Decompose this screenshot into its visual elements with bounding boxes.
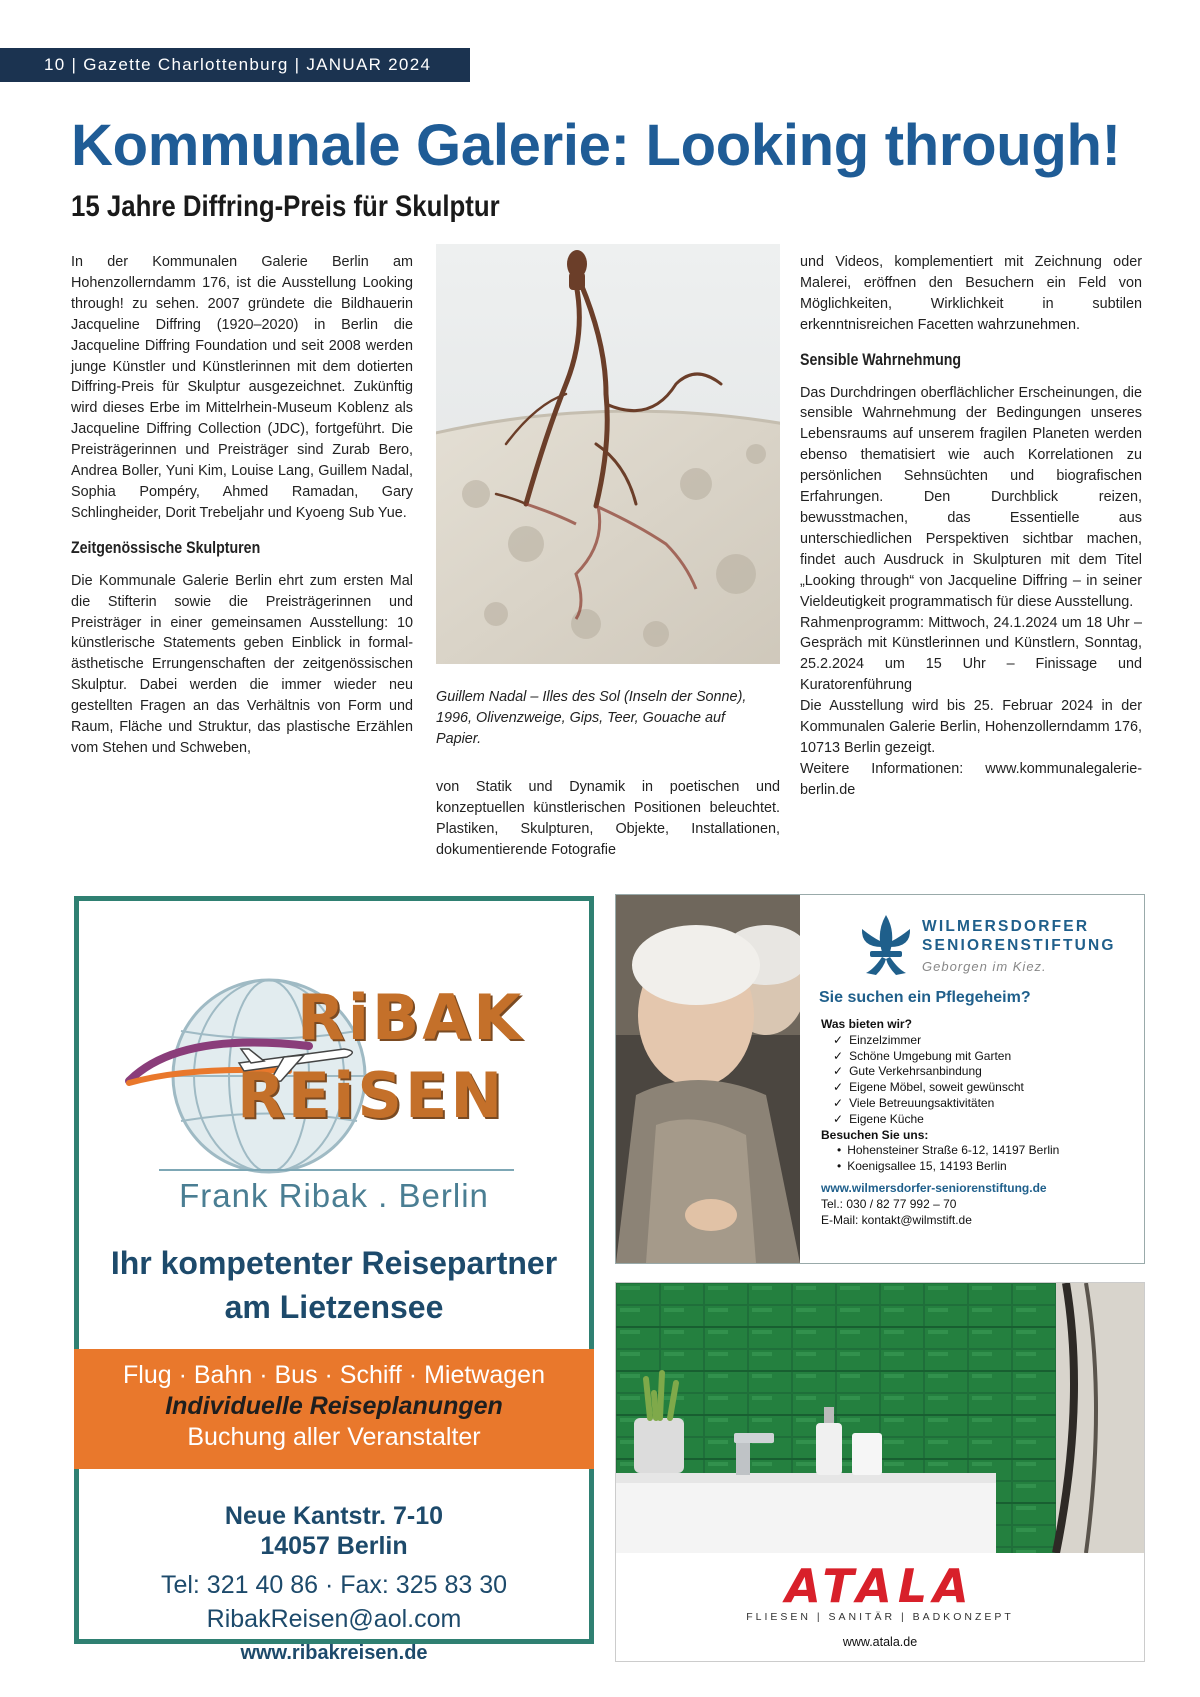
ribak-street: Neue Kantstr. 7-10 — [224, 1502, 444, 1530]
article-paragraph: Die Kommunale Galerie Berlin ehrt zum ersten Mal die Stifterin sowie die Preisträgerinnen und Preisträger in einer gemeinsamen Ausstellung: 10 künstlerische Statements geben Einblick in formal-ästhetische Errungenschaften der zeitgenössischen Skulptur. Dabei werden die immer wieder neu gestellten Fragen an das Verhältnis von Form und Raum, Fläche und Struktur, das plastische Erzählen vom Stehen und Schweben, — [71, 572, 413, 756]
wilmersdorfer-seniorenstiftung-ad — [615, 894, 1145, 1264]
wilm-offer-label: Was bieten wir? — [821, 1017, 912, 1031]
page-header-bar — [0, 48, 470, 82]
article-paragraph: In der Kommunalen Galerie Berlin am Hohenzollerndamm 176, ist die Ausstellung Looking through! zu sehen. 2007 gründete die Bildhauerin Jacqueline Diffring (1920–2020) in Berlin die Jacqueline Diffring Foundation und seit 2008 werden junge Künstler und Künstlerinnen mit dem dotierten Diffring-Preis für Skulptur ausgezeichnet. Zukünftig wird dieses Erbe im Mittelrhein-Museum Koblenz als Jacqueline Diffring Collection (JDC), fortgeführt. Die Preisträgerinnen und Preisträger sind Zurab Bero, Andrea Boller, Yuni Kim, Louise Lang, Guillem Nadal, Sophia Pompéry, Ahmed Ramadan, Gary Schlingheider, Dorit Trebeljahr und Kyoeng Sub Yue. — [71, 254, 413, 521]
wilm-email[interactable]: E-Mail: kontakt@wilmstift.de — [821, 1212, 972, 1227]
list-item: ✓ Eigene Küche — [821, 1112, 1059, 1128]
ribak-reisen-ad — [74, 896, 594, 1664]
sculpture-photo — [436, 244, 780, 664]
atala-tagline: FLIESEN | SANITÄR | BADKONZEPT — [746, 1611, 1014, 1623]
list-item: • Koenigsallee 15, 14193 Berlin — [821, 1159, 1059, 1175]
article-paragraph: Das Durchdringen oberflächlicher Erscheinungen, die sensible Wahrnehmung der Bedingungen unseres Lebensraums auf unserem fragilen Planeten werden ebenso thematisiert wie auch Korrelationen zu persönlichen Sehnsüchten und biografischen Erfahrungen. Den Durchblick reizen, bewusstmachen, das Essentielle aus unterschiedlichen Perspektiven sichtbar machen, findet auch Ausdruck in Skulpturen mit dem Titel „Looking through“ von Jacqueline Diffring – in seiner Vieldeutigkeit programmatisch für diese Ausstellung. — [800, 384, 1142, 610]
ribak-website-link[interactable]: www.ribakreisen.de — [240, 1642, 428, 1664]
list-item: ✓ Eigene Möbel, soweit gewünscht — [821, 1080, 1059, 1096]
article-info-link[interactable]: Weitere Informationen: www.kommunalegalerie-berlin.de — [800, 760, 1142, 798]
article-column-right — [800, 252, 1142, 801]
wilm-logo-tagline: Geborgen im Kiez. — [922, 959, 1047, 974]
wilm-body — [821, 1017, 1059, 1228]
ribak-email[interactable]: RibakReisen@aol.com — [206, 1605, 462, 1633]
ribak-city: 14057 Berlin — [260, 1532, 408, 1560]
ribak-slogan — [79, 1241, 589, 1329]
wilm-website-link[interactable]: www.wilmersdorfer-seniorenstiftung.de — [821, 1180, 1047, 1195]
wilm-visit-label: Besuchen Sie uns: — [821, 1127, 929, 1142]
page-header-text: 10 | Gazette Charlottenburg | JANUAR 2024 — [44, 55, 432, 74]
article-paragraph: Die Ausstellung wird bis 25. Februar 2024 in der Kommunalen Galerie Berlin, Hohenzollerndamm 176, 10713 Berlin gezeigt. — [800, 698, 1142, 756]
wilm-address-list — [821, 1143, 1059, 1175]
bathroom-photo — [616, 1283, 1144, 1553]
list-item: ✓ Schöne Umgebung mit Garten — [821, 1049, 1059, 1065]
atala-logo: ATALA — [785, 1559, 975, 1613]
list-item: ✓ Einzelzimmer — [821, 1033, 1059, 1049]
ribak-booking: Buchung aller Veranstalter — [187, 1423, 481, 1451]
list-item: ✓ Gute Verkehrsanbindung — [821, 1064, 1059, 1080]
article-paragraph: und Videos, komplementiert mit Zeichnung oder Malerei, eröffnen den Besuchern ein Feld von Möglichkeiten, Wirklichkeit in subtilen erkenntnisreichen Facetten wahrzunehmen. — [800, 254, 1142, 333]
ribak-phone: Tel: 321 40 86 · Fax: 325 83 30 — [160, 1571, 508, 1599]
atala-website-link[interactable]: www.atala.de — [842, 1635, 918, 1649]
ribak-slogan-line-1: Ihr kompetenter Reisepartner — [110, 1245, 558, 1281]
article-paragraph: von Statik und Dynamik in poetischen und konzeptuellen künstlerischen Positionen beleuchtet. Plastiken, Skulpturen, Objekte, Installationen, dokumentierende Fotografie — [436, 779, 780, 858]
article-column-middle — [436, 777, 780, 861]
wilm-logo-line-2: SENIORENSTIFTUNG — [922, 937, 1116, 954]
section-heading: Sensible Wahrnehmung — [800, 350, 962, 369]
ribak-services: Flug · Bahn · Bus · Schiff · Mietwagen — [123, 1361, 545, 1389]
ribak-logo-bottom: REiSEN — [237, 1059, 506, 1132]
atala-ad — [615, 1282, 1145, 1662]
wilm-offer-list — [821, 1033, 1059, 1128]
ribak-slogan-line-2: am Lietzensee — [224, 1289, 444, 1325]
ribak-contact — [79, 1568, 589, 1670]
wilm-headline: Sie suchen ein Pflegeheim? — [819, 989, 1031, 1006]
wilm-logo-text — [922, 917, 1116, 976]
ribak-planning: Individuelle Reiseplanungen — [165, 1392, 503, 1420]
article-title: Kommunale Galerie: Looking through! — [71, 113, 1121, 178]
section-heading: Zeitgenössische Skulpturen — [71, 538, 261, 557]
wilm-phone: Tel.: 030 / 82 77 992 – 70 — [821, 1196, 957, 1211]
photo-caption: Guillem Nadal – Illes des Sol (Inseln der Sonne), 1996, Olivenzweige, Gips, Teer, Gouache auf Papier. — [436, 689, 747, 747]
list-item: • Hohensteiner Straße 6-12, 14197 Berlin — [821, 1143, 1059, 1159]
ribak-services-band — [74, 1349, 594, 1469]
seniors-photo — [616, 895, 800, 1263]
ribak-logo-top: RiBAK — [297, 981, 525, 1054]
article-column-left — [71, 252, 413, 759]
wilm-logo-line-1: WILMERSDORFER — [922, 918, 1090, 935]
list-item: ✓ Viele Betreuungsaktivitäten — [821, 1096, 1059, 1112]
ribak-address — [79, 1501, 589, 1561]
ribak-owner: Frank Ribak . Berlin — [179, 1177, 489, 1214]
article-paragraph: Rahmenprogramm: Mittwoch, 24.1.2024 um 18 Uhr – Gespräch mit Künstlerinnen und Künstlern, Sonntag, 25.2.2024 um 15 Uhr – Finissage und Kuratorenführung — [800, 614, 1142, 694]
article-subtitle: 15 Jahre Diffring-Preis für Skulptur — [71, 190, 500, 223]
ribak-divider — [159, 1169, 514, 1171]
